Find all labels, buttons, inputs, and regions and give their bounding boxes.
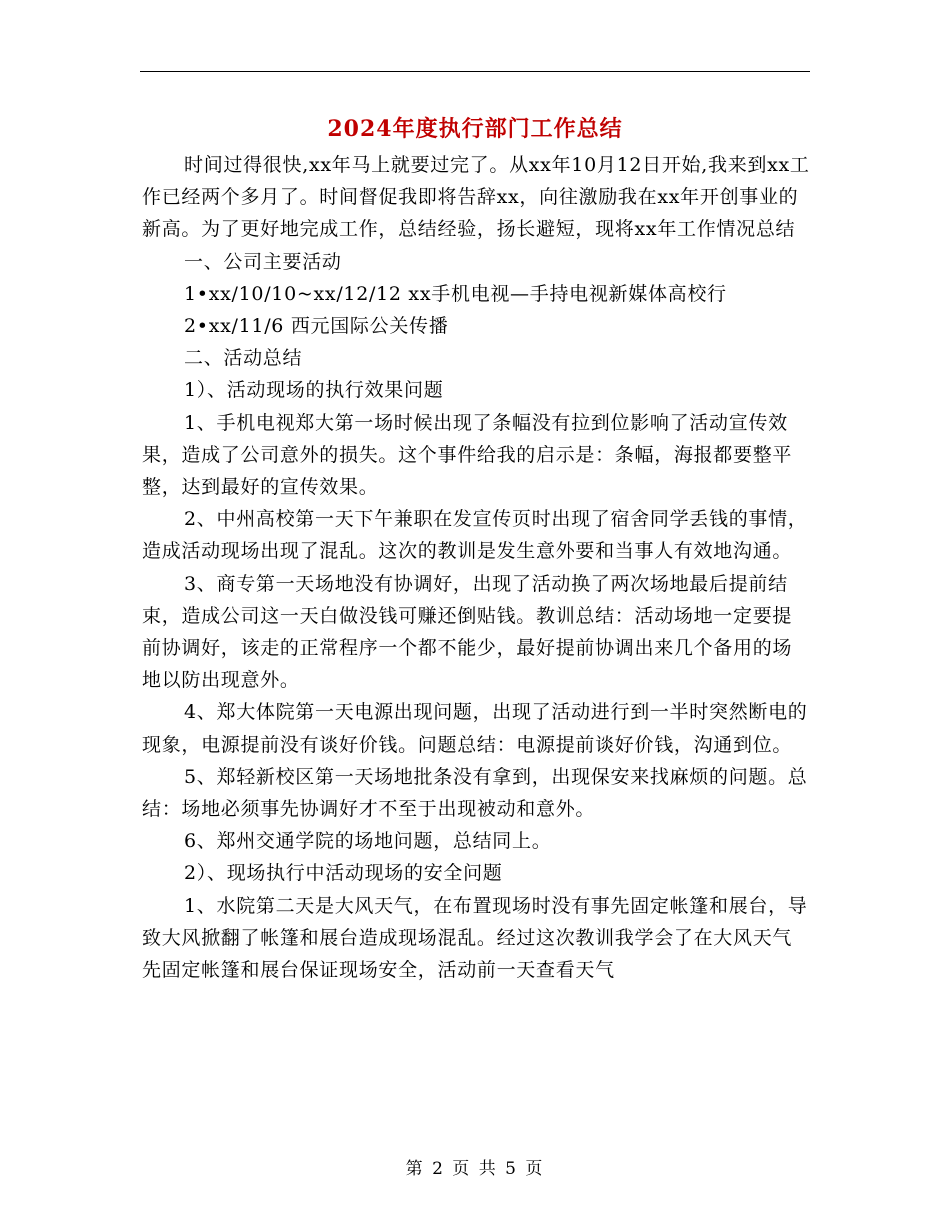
list-item: 1•xx/10/10~xx/12/12 xx手机电视—手持电视新媒体高校行 [184, 282, 727, 305]
subsection-heading: 1）、活动现场的执行效果问题 [184, 379, 444, 402]
subsection-heading: 2）、现场执行中活动现场的安全问题 [184, 862, 503, 885]
header-rule [140, 71, 810, 72]
paragraph: 4、郑大体院第一天电源出现问题，出现了活动进行到一半时突然断电的现象，电源提前没有谈好价钱。问题总结：电源提前谈好价钱，沟通到位。 [142, 701, 808, 756]
document-body [142, 149, 810, 986]
section-heading-summary: 二、活动总结 [184, 347, 303, 370]
paragraph: 3、商专第一天场地没有协调好，出现了活动换了两次场地最后提前结束，造成公司这一天白做没钱可赚还倒贴钱。教训总结：活动场地一定要提前协调好，该走的正常程序一个都不能少，最好提前协调出来几个备用的场地以防出现意外。 [142, 572, 793, 692]
paragraph: 1、水院第二天是大风天气，在布置现场时没有事先固定帐篷和展台，导致大风掀翻了帐篷和展台造成现场混乱。经过这次教训我学会了在大风天气先固定帐篷和展台保证现场安全，活动前一天查看天气 [142, 894, 808, 982]
document-title: 2024年度执行部门工作总结 [327, 116, 623, 142]
section-heading-activities: 一、公司主要活动 [184, 250, 342, 273]
paragraph: 5、郑轻新校区第一天场地批条没有拿到，出现保安来找麻烦的问题。总结：场地必须事先协调好才不至于出现被动和意外。 [142, 765, 808, 821]
paragraph: 2、中州高校第一天下午兼职在发宣传页时出现了宿舍同学丢钱的事情，造成活动现场出现了混乱。这次的教训是发生意外要和当事人有效地沟通。 [142, 508, 808, 563]
paragraph: 1、手机电视郑大第一场时候出现了条幅没有拉到位影响了活动宣传效果，造成了公司意外的损失。这个事件给我的启示是：条幅，海报都要整平整，达到最好的宣传效果。 [142, 411, 793, 499]
list-item: 2•xx/11/6 西元国际公关传播 [184, 315, 449, 338]
page-footer: 第 2 页 共 5 页 [405, 1159, 545, 1179]
paragraph: 6、郑州交通学院的场地问题，总结同上。 [184, 830, 552, 853]
paragraph-intro: 时间过得很快,xx年马上就要过完了。从xx年10月12日开始,我来到xx工作已经两个多月了。时间督促我即将告辞xx，向往激励我在xx年开创事业的新高。为了更好地完成工作，总结经验，扬长避短，现将xx年工作情况总结 [142, 154, 810, 241]
